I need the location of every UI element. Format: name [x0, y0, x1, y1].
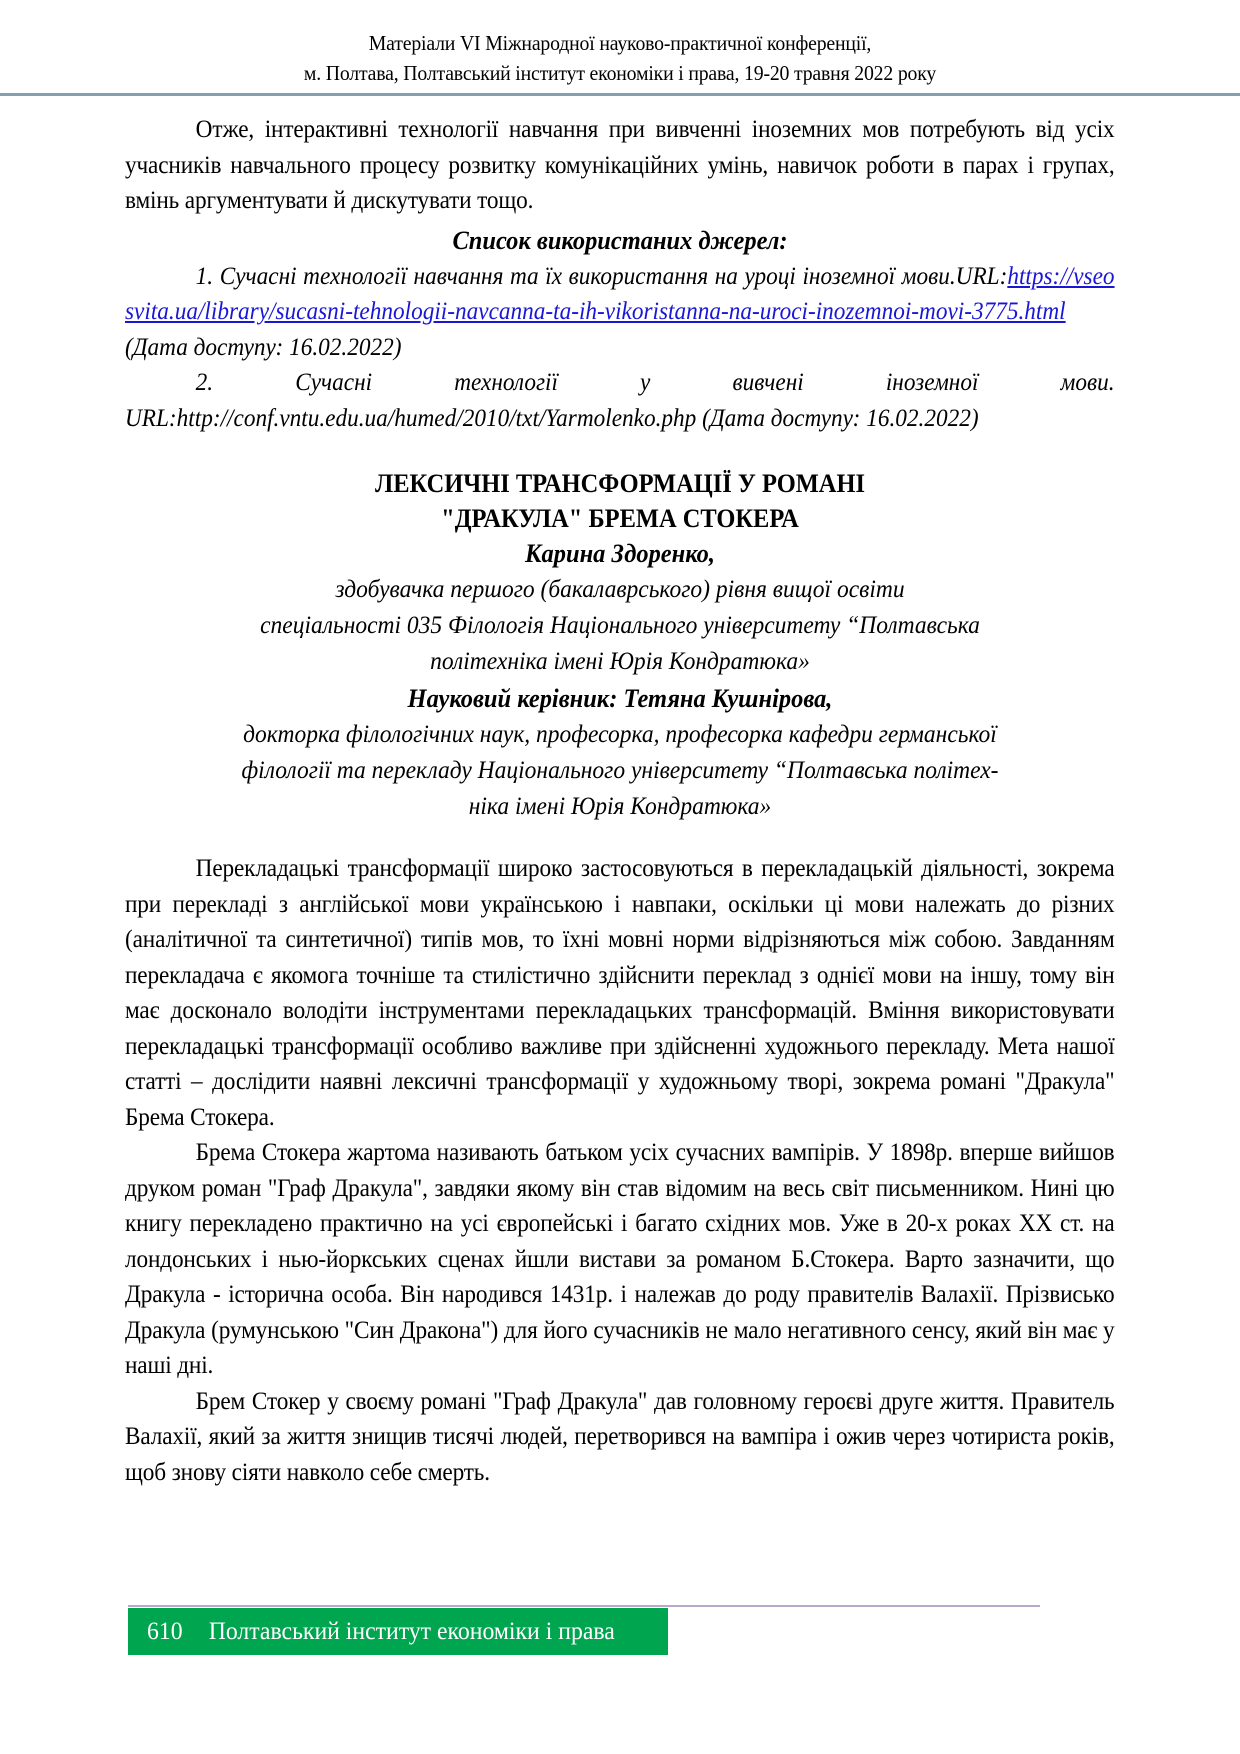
reference-item-2: 2. Сучасні технології у вивчені іноземної мови. URL:http://conf.vntu.edu.ua/humed/2010/txt/Yarmolenko.php (Дата доступу: 16.02.2022): [125, 369, 1115, 432]
header-line-1: Матеріали VI Міжнародної науково-практичної конференції,: [368, 31, 872, 55]
body-paragraph-2: Брема Стокера жартома називають батьком усіх сучасних вампірів. У 1898р. вперше вийшов друком роман "Граф Дракула", завдяки якому він став відомим на весь світ письменником. Нині цю книгу перекладено практично на усі європейські і багато східних мов. Уже в 20-х роках XX ст. на лондонських і нью-йоркських сценах йшли вистави за романом Б.Стокера. Варто зазначити, що Дракула - історична особа. Він народився 1431р. і належав до роду правителів Валахії. Прізвисько Дракула (румунською "Син Дракона") для його сучасників не мало негативного сенсу, який він має у наші дні.: [125, 1139, 1115, 1379]
page-number: 610: [146, 1617, 183, 1645]
footer-banner: [128, 1608, 668, 1655]
running-header: [120, 28, 1120, 88]
article-title-block: [125, 466, 1115, 825]
advisor-label: Науковий керівник: Тетяна Кушнірова,: [407, 684, 833, 713]
title-body-spacer: [125, 825, 1115, 851]
body-paragraph-3: Брем Стокер у своєму романі "Граф Дракула" дав головному героєві друге життя. Правитель Валахії, який за життя знищив тисячі людей, перетворився на вампіра і ожив через чотириста років, щоб знову сіяти навколо себе смерть.: [125, 1387, 1115, 1486]
author-affiliation-line-2: спеціальності 035 Філологія Національного університету “Полтавська: [260, 612, 980, 639]
advisor-affiliation-line-2: філології та перекладу Національного університету “Полтавська політех-: [241, 757, 999, 784]
author-affiliation-line-3: політехніка імені Юрія Кондратюка»: [430, 648, 810, 675]
author-affiliation-line-1: здобувачка першого (бакалаврського) рівня вищої освіти: [335, 576, 905, 603]
page-content: [125, 112, 1115, 1490]
body-paragraph-1: Перекладацькі трансформації широко застосовуються в перекладацькій діяльності, зокрема при перекладі з англійської мови українською і навпаки, оскільки ці мови належать до різних (аналітичної та синтетичної) типів мов, то їхні мовні норми відрізняються між собою. Завданням перекладача є якомога точніше та стилістично здійснити переклад з однієї мови на іншу, тому він має досконало володіти інструментами перекладацьких трансформацій. Вміння використовувати перекладацькі трансформації особливо важливе при здійсненні художнього перекладу. Мета нашої статті – дослідити наявні лексичні трансформації у художньому творі, зокрема романі "Дракула" Брема Стокера.: [125, 855, 1115, 1131]
advisor-affiliation-line-3: ніка імені Юрія Кондратюка»: [468, 793, 772, 820]
advisor-affiliation-line-1: докторка філологічних наук, професорка, професорка кафедри германської: [243, 721, 997, 748]
author-name: Карина Здоренко,: [524, 539, 716, 568]
footer-divider-rule: [128, 1605, 1040, 1607]
article-title-line-2: "ДРАКУЛА" БРЕМА СТОКЕРА: [441, 504, 799, 533]
intro-paragraph: Отже, інтерактивні технології навчання при вивченні іноземних мов потребують від усіх учасників навчального процесу розвитку комунікаційних умінь, навичок роботи в парах і групах, вмінь аргументувати й дискутувати тощо.: [125, 116, 1115, 214]
reference-1-text-after: (Дата доступу: 16.02.2022): [125, 333, 402, 361]
references-heading: Список використаних джерел:: [452, 225, 788, 255]
reference-1-link[interactable]: https://vseosvita.ua/library/sucasni-tehnologii-navcanna-ta-ih-vikoristanna-na-uroci-inozemnoi-movi-3775.html: [125, 262, 1115, 325]
header-divider-rule: [0, 93, 1240, 96]
header-line-2: м. Полтава, Полтавський інститут економіки і права, 19-20 травня 2022 року: [303, 61, 937, 85]
reference-1-text-before: 1. Сучасні технології навчання та їх використання на уроці іноземної мови.URL:: [195, 262, 1008, 290]
reference-item-1: [125, 259, 1115, 366]
article-title-line-1: ЛЕКСИЧНІ ТРАНСФОРМАЦІЇ У РОМАНІ: [375, 469, 865, 498]
footer-institution-name: Полтавський інститут економіки і права: [208, 1617, 615, 1645]
